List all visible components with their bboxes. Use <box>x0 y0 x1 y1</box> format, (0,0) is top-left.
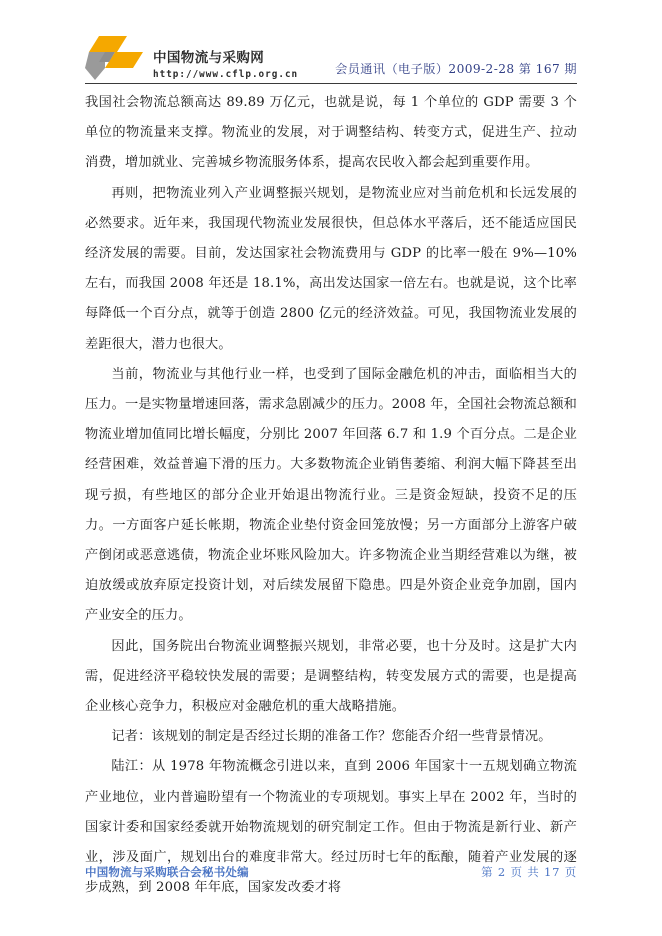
paragraph: 陆江：从 1978 年物流概念引进以来，直到 2006 年国家十一五规划确立物流产业地位，业内普遍盼望有一个物流业的专项规划。事实上早在 2002 年，当时的国家计委和国家经委就开始物流规划的研究制定工作。但由于物流是新行业、新产业，涉及面广，规划出台的难度非常大。经过历时七年的酝酿，随着产业发展的逐步成熟，到 2008 年年底，国家发改委才将 <box>85 759 577 896</box>
brand-text <box>153 52 298 80</box>
brand-name: 中国物流与采购网 <box>153 50 265 67</box>
site-logo <box>85 30 298 80</box>
paragraph: 再则，把物流业列入产业调整振兴规划，是物流业应对当前危机和长远发展的必然要求。近年来，我国现代物流业发展很快，但总体水平落后，还不能适应国民经济发展的需要。目前，发达国家社会物流费用与 GDP 的比率一般在 9%—10%左右，而我国 2008 年还是 18.1%，高出发达国家一倍左右。也就是说，这个比率每降低一个百分点，就等于创造 2800 亿元的经济效益。可见，我国物流业发展的差距很大，潜力也很大。 <box>85 185 577 352</box>
cflp-logo-icon <box>85 30 147 80</box>
paragraph: 记者：该规划的制定是否经过长期的准备工作？您能否介绍一些背景情况。 <box>111 729 552 745</box>
paragraph: 我国社会物流总额高达 89.89 万亿元，也就是说，每 1 个单位的 GDP 需要 3 个单位的物流量来支撑。物流业的发展，对于调整结构、转变方式，促进生产、拉动消费，增加就业、完善城乡物流服务体系，提高农民收入都会起到重要作用。 <box>85 95 577 171</box>
paragraph: 当前，物流业与其他行业一样，也受到了国际金融危机的冲击，面临相当大的压力。一是实物量增速回落，需求急剧减少的压力。2008 年，全国社会物流总额和物流业增加值同比增长幅度，分别比 2007 年回落 6.7 和 1.9 个百分点。二是企业经营困难，效益普遍下滑的压力。大多数物流企业销售萎缩、利润大幅下降甚至出现亏损，有些地区的部分企业开始退出物流行业。三是资金短缺，投资不足的压力。一方面客户延长帐期，物流企业垫付资金回笼放慢；另一方面部分上游客户破产倒闭或恶意逃债，物流企业坏账风险加大。许多物流企业当期经营难以为继，被迫放缓或放弃原定投资计划，对后续发展留下隐患。四是外资企业竞争加剧，国内产业安全的压力。 <box>85 366 577 624</box>
brand-url: http://www.cflp.org.cn <box>153 68 299 80</box>
footer-publisher: 中国物流与采购联合会秘书处编 <box>85 865 249 879</box>
header-divider <box>85 83 577 84</box>
page-number: 第 2 页 共 17 页 <box>481 865 577 879</box>
document-body <box>85 78 577 903</box>
page-footer <box>85 864 577 880</box>
page-header <box>85 0 577 78</box>
paragraph: 因此，国务院出台物流业调整振兴规划，非常必要，也十分及时。这是扩大内需，促进经济平稳较快发展的需要；是调整结构，转变发展方式的需要，也是提高企业核心竞争力，积极应对金融危机的重大战略措施。 <box>85 638 577 715</box>
header-inner <box>85 40 577 78</box>
issue-info: 会员通讯（电子版）2009-2-28 第 167 期 <box>335 62 577 76</box>
